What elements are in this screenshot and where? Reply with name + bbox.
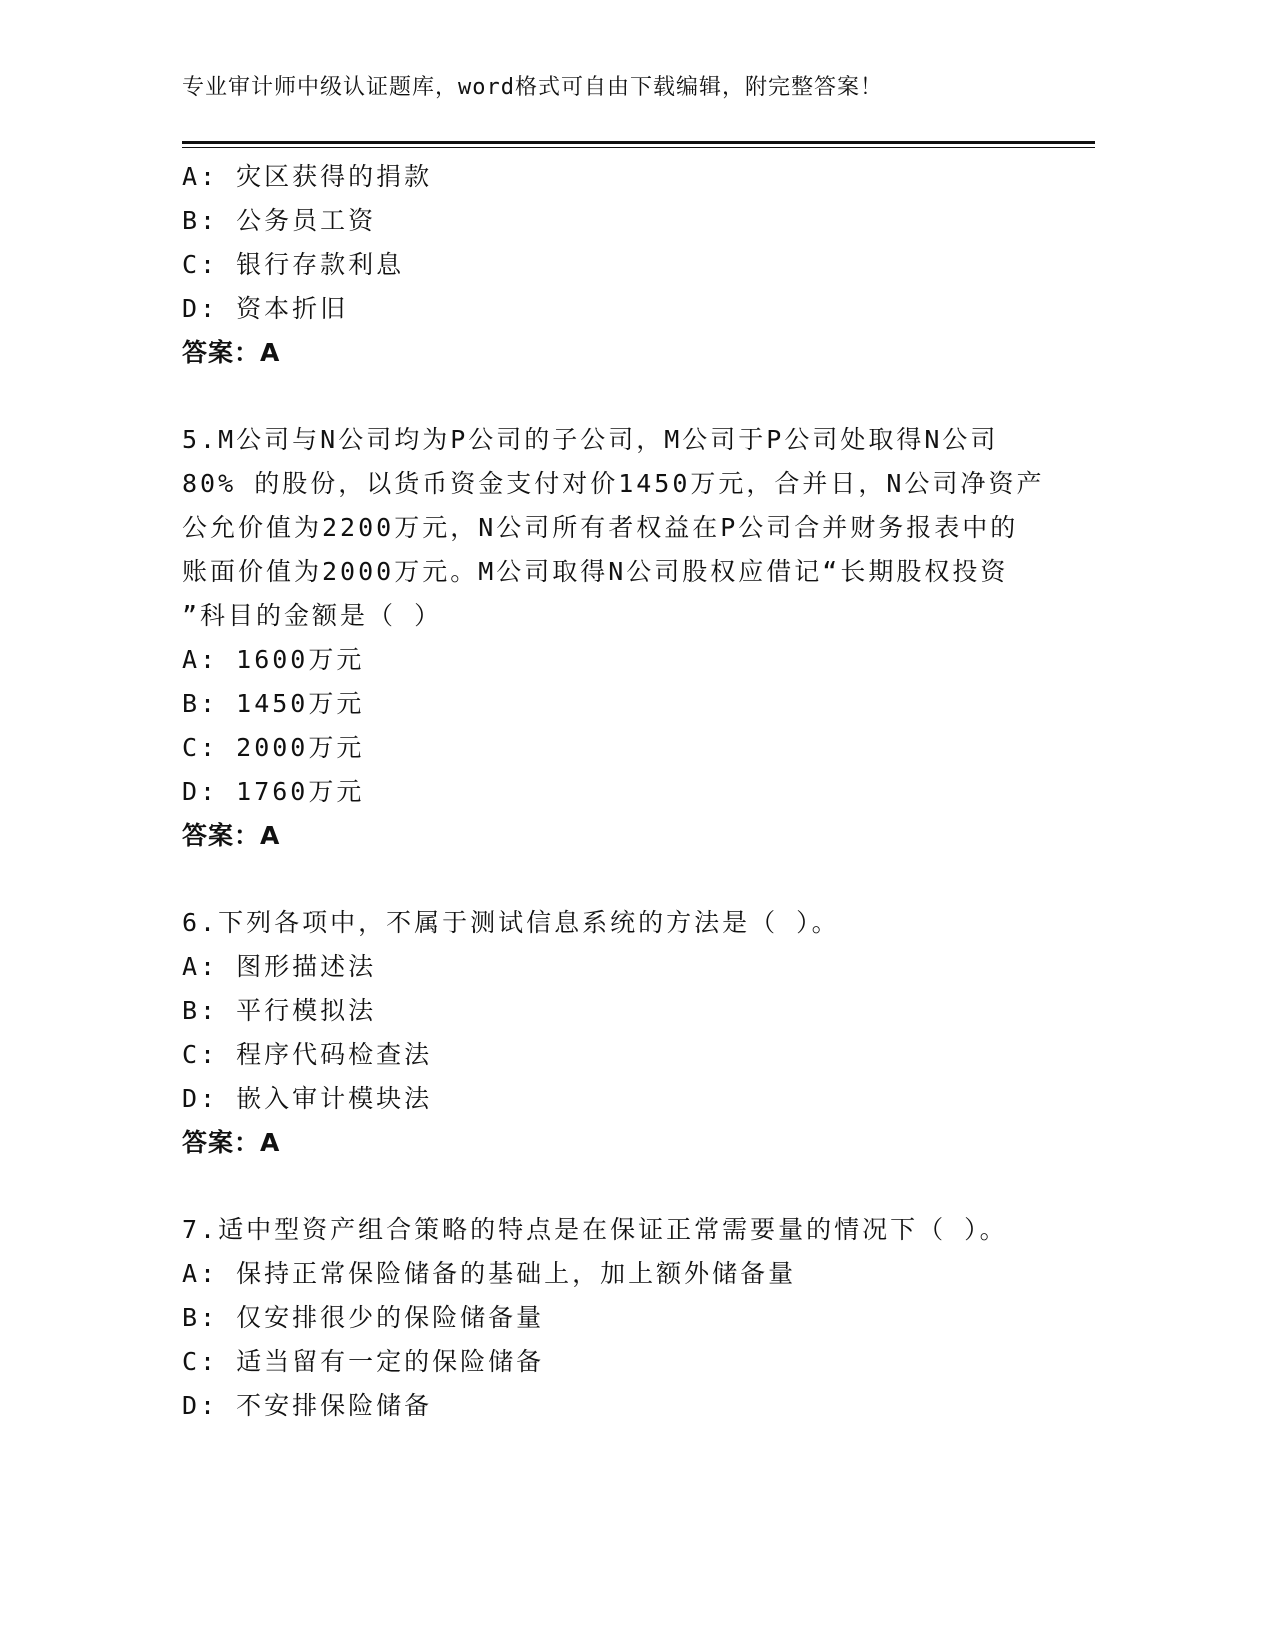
option-d: D: 资本折旧 bbox=[182, 294, 349, 323]
option-a: A: 灾区获得的捐款 bbox=[182, 162, 433, 191]
spacer bbox=[182, 375, 1062, 418]
option-b: B: 平行模拟法 bbox=[182, 996, 377, 1025]
question-stem-line: 账面价值为2000万元。M公司取得N公司股权应借记“长期股权投资 bbox=[182, 557, 1009, 586]
question-list bbox=[182, 155, 1062, 1428]
question-stem-line: 80% 的股份，以货币资金支付对价1450万元，合并日，N公司净资产 bbox=[182, 469, 1045, 498]
header-rule-thick bbox=[182, 141, 1095, 144]
option-d: D: 嵌入审计模块法 bbox=[182, 1084, 433, 1113]
option-a: A: 1600万元 bbox=[182, 645, 365, 674]
question-stem-line: 5.M公司与N公司均为P公司的子公司，M公司于P公司处取得N公司 bbox=[182, 425, 999, 454]
spacer bbox=[182, 858, 1062, 901]
option-b: B: 仅安排很少的保险储备量 bbox=[182, 1303, 545, 1332]
question-stem-line: ”科目的金额是（ ） bbox=[182, 601, 443, 630]
option-a: A: 图形描述法 bbox=[182, 952, 377, 981]
option-c: C: 适当留有一定的保险储备 bbox=[182, 1347, 545, 1376]
answer-line: 答案：A bbox=[182, 821, 281, 850]
option-c: C: 程序代码检查法 bbox=[182, 1040, 433, 1069]
answer-line: 答案：A bbox=[182, 338, 281, 367]
question-stem-line: 6.下列各项中，不属于测试信息系统的方法是（ ）。 bbox=[182, 908, 840, 937]
option-b: B: 1450万元 bbox=[182, 689, 365, 718]
question-block bbox=[182, 155, 1062, 375]
spacer bbox=[182, 1165, 1062, 1208]
option-c: C: 银行存款利息 bbox=[182, 250, 405, 279]
option-b: B: 公务员工资 bbox=[182, 206, 377, 235]
question-block bbox=[182, 418, 1062, 858]
question-block bbox=[182, 1208, 1062, 1428]
question-stem-line: 公允价值为2200万元，N公司所有者权益在P公司合并财务报表中的 bbox=[182, 513, 1019, 542]
option-d: D: 1760万元 bbox=[182, 777, 365, 806]
answer-line: 答案：A bbox=[182, 1128, 281, 1157]
header-rule-thin bbox=[182, 147, 1095, 148]
question-stem-line: 7.适中型资产组合策略的特点是在保证正常需要量的情况下（ ）。 bbox=[182, 1215, 1008, 1244]
option-d: D: 不安排保险储备 bbox=[182, 1391, 433, 1420]
option-c: C: 2000万元 bbox=[182, 733, 365, 762]
option-a: A: 保持正常保险储备的基础上，加上额外储备量 bbox=[182, 1259, 797, 1288]
question-block bbox=[182, 901, 1062, 1165]
page-header: 专业审计师中级认证题库，word格式可自由下载编辑，附完整答案！ bbox=[182, 75, 883, 100]
